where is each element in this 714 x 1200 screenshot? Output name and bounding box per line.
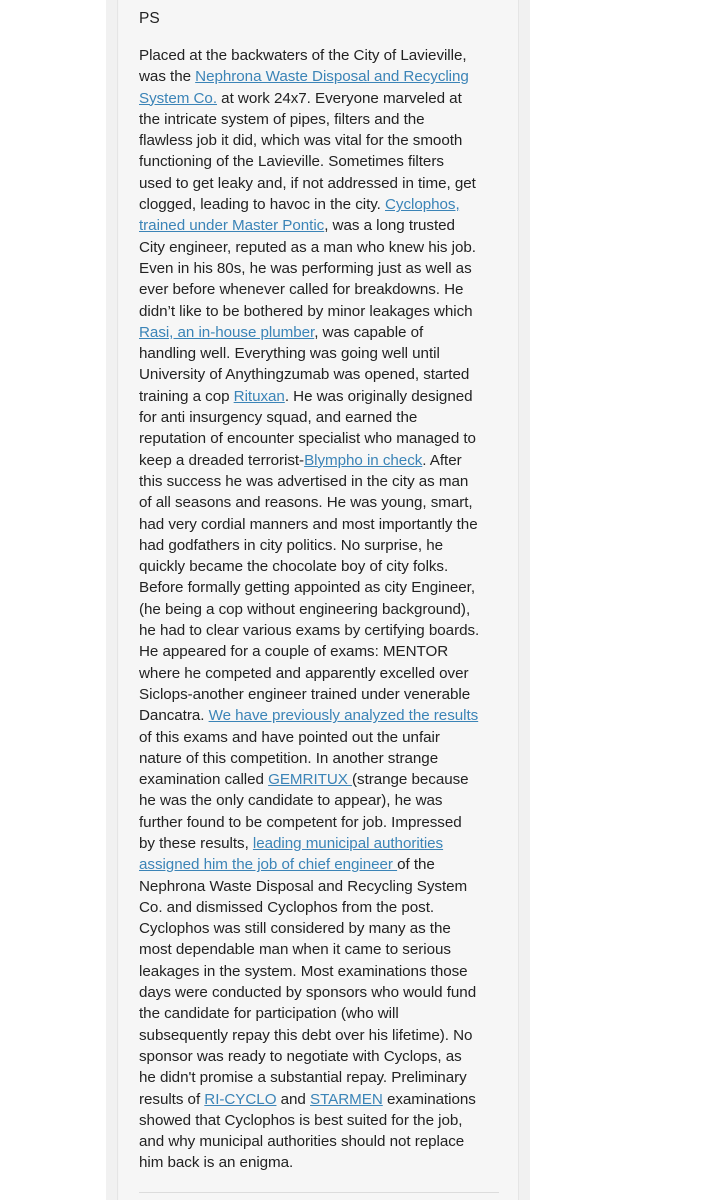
text-line: [139, 897, 507, 918]
text-run: for anti insurgency squad, and earned the: [139, 409, 418, 427]
text-run: by these results,: [139, 834, 253, 852]
text-run: University of Anythingzumab was opened, started: [139, 366, 470, 384]
text-run: , was capable of: [314, 323, 424, 341]
inline-link[interactable]: Blympho in check: [304, 451, 423, 469]
text-run: was the: [139, 68, 196, 86]
inline-link[interactable]: Rituxan: [233, 387, 285, 405]
text-line: [139, 471, 507, 492]
text-run: (strange because: [352, 771, 469, 789]
text-run: reputation of encounter specialist who managed to: [139, 430, 476, 448]
text-run: of the: [397, 856, 435, 874]
inline-link[interactable]: Nephrona Waste Disposal and Recycling: [195, 68, 469, 86]
text-run: handling well. Everything was going well until: [139, 345, 440, 363]
text-line: [139, 854, 507, 875]
text-line: [139, 1152, 507, 1173]
text-run: quickly became the chocolate boy of city folks.: [139, 558, 449, 576]
text-run: the intricate system of pipes, filters and the: [139, 110, 425, 128]
text-line: [139, 918, 507, 939]
text-run: sponsor was ready to negotiate with Cyclops, as: [139, 1047, 462, 1065]
inline-link[interactable]: RI-CYCLO: [204, 1090, 277, 1108]
text-run: Cyclophos was still considered by many as the: [139, 920, 451, 938]
inline-link[interactable]: Cyclophos,: [385, 196, 460, 214]
text-run: Even in his 80s, he was performing just as well as: [139, 259, 472, 277]
text-line: [139, 684, 507, 705]
text-line: [139, 428, 507, 449]
text-line: [139, 66, 507, 87]
text-line: [139, 599, 507, 620]
text-run: the candidate for participation (who will: [139, 1005, 399, 1023]
text-run: ever before whenever called for breakdowns. He: [139, 281, 464, 299]
text-run: him back is an enigma.: [139, 1154, 294, 1172]
text-run: , was a long trusted: [324, 217, 455, 235]
inline-link[interactable]: We have previously analyzed the results: [208, 707, 479, 725]
text-run: Before formally getting appointed as city Engineer,: [139, 579, 475, 597]
inline-link[interactable]: trained under Master Pontic: [139, 217, 325, 235]
text-line: [139, 620, 507, 641]
text-line: [139, 769, 507, 790]
text-run: most dependable man when it came to serious: [139, 941, 451, 959]
text-run: at work 24x7. Everyone marveled at: [217, 89, 462, 107]
text-line: [139, 301, 507, 322]
text-run: where he competed and apparently excelled over: [139, 664, 469, 682]
text-line: [139, 45, 507, 66]
text-run: Placed at the backwaters of the City of Lavieville,: [139, 47, 467, 64]
text-run: of this exams and have pointed out the unfair: [139, 728, 440, 746]
text-line: [139, 173, 507, 194]
inline-link[interactable]: System Co.: [139, 89, 217, 107]
text-run: he didn't promise a substantial repay. Preliminary: [139, 1069, 467, 1087]
text-line: [139, 1003, 507, 1024]
text-line: [139, 939, 507, 960]
text-run: and why municipal authorities should not replace: [139, 1133, 465, 1151]
text-line: [139, 279, 507, 300]
text-run: didn’t like to be bothered by minor leakages which: [139, 302, 473, 320]
text-line: [139, 514, 507, 535]
text-run: showed that Cyclophos is best suited for the job,: [139, 1111, 463, 1129]
text-line: [139, 577, 507, 598]
text-run: days were conducted by sponsors who would fund: [139, 984, 477, 1002]
text-run: used to get leaky and, if not addressed in time, get: [139, 174, 476, 192]
text-run: Nephrona Waste Disposal and Recycling System: [139, 877, 468, 895]
text-run: had godfathers in city politics. No surprise, he: [139, 536, 444, 554]
text-line: [139, 492, 507, 513]
text-line: [139, 663, 507, 684]
text-line: [139, 727, 507, 748]
text-line: [139, 237, 507, 258]
right-margin-strip: [518, 0, 530, 1200]
text-run: nature of this competition. In another strange: [139, 749, 439, 767]
text-line: [139, 535, 507, 556]
text-run: leakages in the system. Most examinations those: [139, 962, 468, 980]
inline-link[interactable]: GEMRITUX: [268, 771, 353, 789]
text-line: [139, 1046, 507, 1067]
text-run: results of: [139, 1090, 205, 1108]
text-run: functioning of the Lavieville. Sometimes filters: [139, 153, 444, 171]
text-line: [139, 1025, 507, 1046]
ps-heading: PS: [139, 10, 160, 27]
text-run: clogged, leading to havoc in the city.: [139, 196, 385, 214]
text-line: [139, 109, 507, 130]
article-paragraph: [139, 45, 507, 1174]
text-line: [139, 364, 507, 385]
text-line: [139, 151, 507, 172]
inline-link[interactable]: leading municipal authorities: [252, 834, 444, 852]
text-line: [139, 450, 507, 471]
text-run: of all seasons and reasons. He was young, smart,: [139, 494, 473, 512]
text-line: [139, 1067, 507, 1088]
text-line: [139, 705, 507, 726]
text-run: (he being a cop without engineering background),: [139, 600, 471, 618]
text-run: flawless job it did, which was vital for the smooth: [139, 132, 463, 150]
text-line: [139, 641, 507, 662]
text-line: [139, 961, 507, 982]
text-line: [139, 1089, 507, 1110]
text-run: keep a dreaded terrorist-: [139, 451, 305, 469]
inline-link[interactable]: Rasi, an in-house plumber: [139, 323, 315, 341]
text-run: . After: [422, 451, 462, 469]
text-line: [139, 407, 507, 428]
text-run: he was the only candidate to appear), he was: [139, 792, 443, 810]
text-line: [139, 790, 507, 811]
text-run: training a cop: [139, 387, 234, 405]
text-run: had very cordial manners and most importantly the: [139, 515, 478, 533]
text-run: this success he was advertised in the city as man: [139, 472, 469, 490]
text-line: [139, 88, 507, 109]
left-margin-strip: [106, 0, 118, 1200]
inline-link[interactable]: STARMEN: [310, 1090, 383, 1108]
text-run: subsequently repay this debt over his lifetime). No: [139, 1026, 473, 1044]
text-line: [139, 1131, 507, 1152]
text-line: [139, 194, 507, 215]
text-line: [139, 343, 507, 364]
text-run: Dancatra.: [139, 707, 209, 725]
text-run: Co. and dismissed Cyclophos from the post.: [139, 898, 435, 916]
inline-link[interactable]: assigned him the job of chief engineer: [139, 856, 398, 874]
text-line: [139, 215, 507, 236]
text-run: and: [276, 1090, 310, 1108]
text-line: [139, 748, 507, 769]
text-run: He appeared for a couple of exams: MENTOR: [139, 643, 449, 661]
text-run: City engineer, reputed as a man who knew his job.: [139, 238, 476, 256]
text-line: [139, 386, 507, 407]
text-line: [139, 812, 507, 833]
text-line: [139, 1110, 507, 1131]
text-run: . He was originally designed: [284, 387, 473, 405]
text-run: further found to be competent for job. Impressed: [139, 813, 462, 831]
text-run: Siclops-another engineer trained under venerable: [139, 685, 471, 703]
text-run: examinations: [382, 1090, 476, 1108]
text-run: he had to clear various exams by certifying boards.: [139, 622, 480, 640]
text-line: [139, 322, 507, 343]
text-line: [139, 833, 507, 854]
text-line: [139, 876, 507, 897]
text-line: [139, 982, 507, 1003]
text-run: examination called: [139, 771, 269, 789]
divider: [139, 1192, 499, 1193]
text-line: [139, 556, 507, 577]
text-line: [139, 258, 507, 279]
text-line: [139, 130, 507, 151]
